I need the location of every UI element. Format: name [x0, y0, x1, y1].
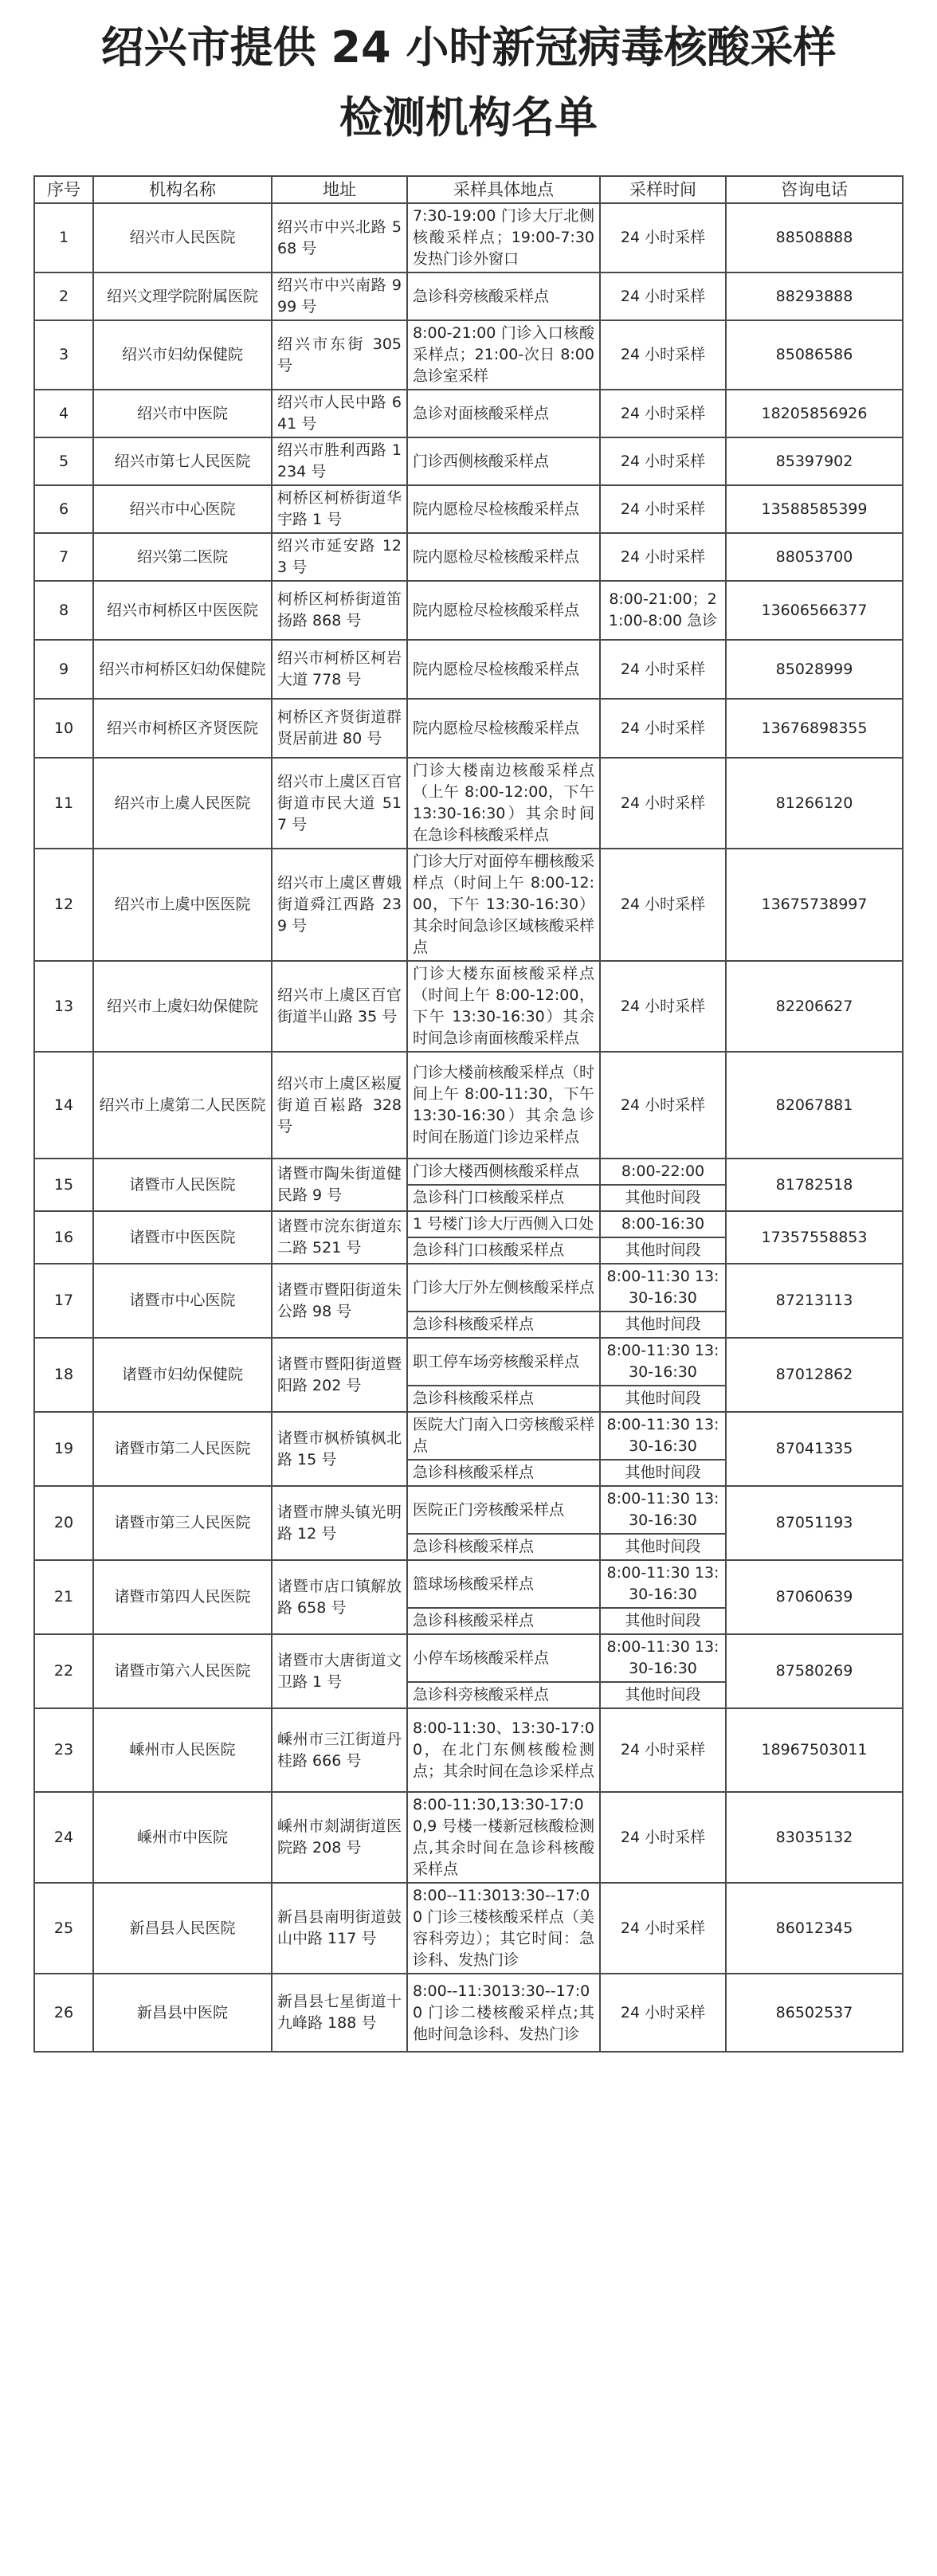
address: 绍兴市人民中路 641 号 [272, 390, 407, 437]
institution-name: 诸暨市妇幼保健院 [93, 1338, 272, 1412]
sampling-site: 急诊科门口核酸采样点 [407, 1185, 600, 1211]
institution-name: 诸暨市人民医院 [93, 1159, 272, 1211]
phone: 85397902 [726, 437, 903, 485]
sampling-time: 24 小时采样 [600, 1883, 726, 1974]
sampling-time: 24 小时采样 [600, 320, 726, 390]
header-name: 机构名称 [93, 176, 272, 203]
institution-name: 绍兴市上虞第二人民医院 [93, 1052, 272, 1159]
sampling-site: 8:00--11:3013:30--17:00 门诊三楼核酸采样点（美容科旁边）；其它时间：急诊科、发热门诊 [407, 1883, 600, 1974]
institution-name: 嵊州市人民医院 [93, 1708, 272, 1792]
sampling-time: 8:00-22:00 [600, 1159, 726, 1185]
sampling-site: 职工停车场旁核酸采样点 [407, 1338, 600, 1386]
sampling-site: 院内愿检尽检核酸采样点 [407, 699, 600, 758]
table-row [34, 1338, 903, 1386]
row-number: 15 [34, 1159, 93, 1211]
header-address: 地址 [272, 176, 407, 203]
row-number: 2 [34, 272, 93, 320]
institution-name: 绍兴第二医院 [93, 533, 272, 581]
sampling-time: 24 小时采样 [600, 390, 726, 437]
institution-name: 绍兴市柯桥区中医医院 [93, 581, 272, 640]
table-row [34, 1412, 903, 1460]
sampling-time: 24 小时采样 [600, 437, 726, 485]
institution-name: 诸暨市第二人民医院 [93, 1412, 272, 1486]
institution-name: 绍兴文理学院附属医院 [93, 272, 272, 320]
phone: 18967503011 [726, 1708, 903, 1792]
sampling-time: 24 小时采样 [600, 272, 726, 320]
phone: 13675738997 [726, 849, 903, 961]
row-number: 24 [34, 1792, 93, 1883]
table-row [34, 1560, 903, 1608]
row-number: 3 [34, 320, 93, 390]
sampling-time: 其他时间段 [600, 1682, 726, 1708]
header-no: 序号 [34, 176, 93, 203]
table-row [34, 1211, 903, 1237]
table-row [34, 1974, 903, 2052]
sampling-time: 8:00-11:30 13:30-16:30 [600, 1264, 726, 1312]
sampling-time: 其他时间段 [600, 1237, 726, 1264]
row-number: 10 [34, 699, 93, 758]
table-row [34, 961, 903, 1052]
sampling-time: 24 小时采样 [600, 1708, 726, 1792]
row-number: 4 [34, 390, 93, 437]
address: 嵊州市三江街道丹桂路 666 号 [272, 1708, 407, 1792]
table-row [34, 203, 903, 272]
address: 绍兴市中兴北路 568 号 [272, 203, 407, 272]
sampling-time: 8:00-16:30 [600, 1211, 726, 1237]
sampling-site: 7:30-19:00 门诊大厅北侧核酸采样点；19:00-7:30 发热门诊外窗口 [407, 203, 600, 272]
sampling-time: 其他时间段 [600, 1312, 726, 1338]
sampling-site: 门诊大厅对面停车棚核酸采样点（时间上午 8:00-12:00，下午 13:30-16:30）其余时间急诊区域核酸采样点 [407, 849, 600, 961]
address: 柯桥区柯桥街道华宇路 1 号 [272, 485, 407, 533]
table-row [34, 437, 903, 485]
institution-name: 嵊州市中医院 [93, 1792, 272, 1883]
sampling-time: 8:00-11:30 13:30-16:30 [600, 1560, 726, 1608]
address: 嵊州市剡湖街道医院路 208 号 [272, 1792, 407, 1883]
sampling-site: 急诊科核酸采样点 [407, 1386, 600, 1412]
sampling-site: 门诊大楼东面核酸采样点（时间上午 8:00-12:00，下午 13:30-16:30）其余时间急诊南面核酸采样点 [407, 961, 600, 1052]
sampling-site: 医院正门旁核酸采样点 [407, 1486, 600, 1534]
phone: 86502537 [726, 1974, 903, 2052]
table-row [34, 1159, 903, 1185]
table-row [34, 1634, 903, 1682]
phone: 82067881 [726, 1052, 903, 1159]
sampling-site: 8:00-11:30、13:30-17:00，在北门东侧核酸检测点；其余时间在急诊采样点 [407, 1708, 600, 1792]
address: 诸暨市暨阳街道朱公路 98 号 [272, 1264, 407, 1338]
table-row [34, 640, 903, 699]
institution-name: 绍兴市上虞人民医院 [93, 758, 272, 849]
institution-name: 诸暨市中医医院 [93, 1211, 272, 1264]
sampling-site: 门诊大楼前核酸采样点（时间上午 8:00-11:30，下午 13:30-16:30）其余急诊时间在肠道门诊边采样点 [407, 1052, 600, 1159]
address: 诸暨市浣东街道东二路 521 号 [272, 1211, 407, 1264]
sampling-time: 24 小时采样 [600, 758, 726, 849]
row-number: 8 [34, 581, 93, 640]
address: 绍兴市上虞区崧厦街道百崧路 328 号 [272, 1052, 407, 1159]
sampling-time: 8:00-11:30 13:30-16:30 [600, 1338, 726, 1386]
phone: 85086586 [726, 320, 903, 390]
phone: 82206627 [726, 961, 903, 1052]
row-number: 21 [34, 1560, 93, 1634]
phone: 87580269 [726, 1634, 903, 1708]
row-number: 12 [34, 849, 93, 961]
row-number: 22 [34, 1634, 93, 1708]
sampling-time: 8:00-11:30 13:30-16:30 [600, 1412, 726, 1460]
institution-name: 绍兴市人民医院 [93, 203, 272, 272]
institution-name: 新昌县中医院 [93, 1974, 272, 2052]
address: 绍兴市柯桥区柯岩大道 778 号 [272, 640, 407, 699]
header-time: 采样时间 [600, 176, 726, 203]
row-number: 5 [34, 437, 93, 485]
address: 绍兴市胜利西路 1234 号 [272, 437, 407, 485]
sampling-time: 其他时间段 [600, 1460, 726, 1486]
institution-name: 新昌县人民医院 [93, 1883, 272, 1974]
table-row [34, 1883, 903, 1974]
sampling-site: 篮球场核酸采样点 [407, 1560, 600, 1608]
phone: 85028999 [726, 640, 903, 699]
institution-name: 诸暨市第六人民医院 [93, 1634, 272, 1708]
sampling-site: 急诊对面核酸采样点 [407, 390, 600, 437]
address: 诸暨市暨阳街道暨阳路 202 号 [272, 1338, 407, 1412]
phone: 87060639 [726, 1560, 903, 1634]
institution-name: 诸暨市中心医院 [93, 1264, 272, 1338]
address: 绍兴市上虞区百官街道半山路 35 号 [272, 961, 407, 1052]
address: 绍兴市上虞区百官街道市民大道 517 号 [272, 758, 407, 849]
sampling-site: 医院大门南入口旁核酸采样点 [407, 1412, 600, 1460]
header-phone: 咨询电话 [726, 176, 903, 203]
sampling-time: 24 小时采样 [600, 1792, 726, 1883]
row-number: 14 [34, 1052, 93, 1159]
phone: 88053700 [726, 533, 903, 581]
institution-name: 诸暨市第三人民医院 [93, 1486, 272, 1560]
table-row [34, 1486, 903, 1534]
title-line-1: 绍兴市提供 24 小时新冠病毒核酸采样 [100, 22, 837, 73]
table-row [34, 320, 903, 390]
sampling-site: 急诊科门口核酸采样点 [407, 1237, 600, 1264]
sampling-site: 门诊大楼南边核酸采样点（上午 8:00-12:00，下午 13:30-16:30）其余时间在急诊科核酸采样点 [407, 758, 600, 849]
institution-table [33, 175, 904, 2053]
sampling-time: 24 小时采样 [600, 961, 726, 1052]
table-row [34, 1792, 903, 1883]
sampling-site: 急诊科核酸采样点 [407, 1608, 600, 1634]
institution-name: 绍兴市中医院 [93, 390, 272, 437]
sampling-time: 其他时间段 [600, 1534, 726, 1560]
row-number: 7 [34, 533, 93, 581]
sampling-site: 门诊大楼西侧核酸采样点 [407, 1159, 600, 1185]
sampling-site: 院内愿检尽检核酸采样点 [407, 485, 600, 533]
row-number: 20 [34, 1486, 93, 1560]
table-row [34, 699, 903, 758]
institution-name: 绍兴市上虞妇幼保健院 [93, 961, 272, 1052]
sampling-site: 8:00--11:3013:30--17:00 门诊二楼核酸采样点;其他时间急诊科、发热门诊 [407, 1974, 600, 2052]
address: 绍兴市延安路 123 号 [272, 533, 407, 581]
sampling-time: 8:00-21:00；21:00-8:00 急诊 [600, 581, 726, 640]
table-row [34, 390, 903, 437]
phone: 13606566377 [726, 581, 903, 640]
phone: 88293888 [726, 272, 903, 320]
table-row [34, 533, 903, 581]
table-body [34, 203, 903, 2052]
institution-name: 诸暨市第四人民医院 [93, 1560, 272, 1634]
sampling-time: 24 小时采样 [600, 1974, 726, 2052]
phone: 17357558853 [726, 1211, 903, 1264]
sampling-site: 门诊西侧核酸采样点 [407, 437, 600, 485]
page-title [0, 0, 937, 153]
row-number: 9 [34, 640, 93, 699]
sampling-site: 急诊科核酸采样点 [407, 1460, 600, 1486]
sampling-time: 其他时间段 [600, 1386, 726, 1412]
institution-name: 绍兴市中心医院 [93, 485, 272, 533]
address: 诸暨市店口镇解放路 658 号 [272, 1560, 407, 1634]
row-number: 11 [34, 758, 93, 849]
row-number: 19 [34, 1412, 93, 1486]
phone: 13588585399 [726, 485, 903, 533]
row-number: 13 [34, 961, 93, 1052]
row-number: 17 [34, 1264, 93, 1338]
address: 绍兴市东街 305 号 [272, 320, 407, 390]
address: 绍兴市上虞区曹娥街道舜江西路 239 号 [272, 849, 407, 961]
phone: 86012345 [726, 1883, 903, 1974]
table-row [34, 849, 903, 961]
sampling-time: 其他时间段 [600, 1608, 726, 1634]
sampling-time: 24 小时采样 [600, 1052, 726, 1159]
institution-name: 绍兴市柯桥区齐贤医院 [93, 699, 272, 758]
sampling-site: 急诊科核酸采样点 [407, 1534, 600, 1560]
sampling-site: 小停车场核酸采样点 [407, 1634, 600, 1682]
sampling-time: 24 小时采样 [600, 699, 726, 758]
sampling-site: 8:00-21:00 门诊入口核酸采样点；21:00-次日 8:00 急诊室采样 [407, 320, 600, 390]
table-row [34, 485, 903, 533]
sampling-site: 8:00-11:30,13:30-17:00,9 号楼一楼新冠核酸检测点,其余时间在急诊科核酸采样点 [407, 1792, 600, 1883]
address: 新昌县七星街道十九峰路 188 号 [272, 1974, 407, 2052]
row-number: 1 [34, 203, 93, 272]
row-number: 25 [34, 1883, 93, 1974]
row-number: 26 [34, 1974, 93, 2052]
phone: 81782518 [726, 1159, 903, 1211]
address: 柯桥区柯桥街道笛扬路 868 号 [272, 581, 407, 640]
sampling-site: 急诊科旁核酸采样点 [407, 1682, 600, 1708]
row-number: 16 [34, 1211, 93, 1264]
address: 柯桥区齐贤街道群贤居前进 80 号 [272, 699, 407, 758]
phone: 87213113 [726, 1264, 903, 1338]
phone: 18205856926 [726, 390, 903, 437]
row-number: 23 [34, 1708, 93, 1792]
table-row [34, 272, 903, 320]
phone: 88508888 [726, 203, 903, 272]
sampling-site: 门诊大厅外左侧核酸采样点 [407, 1264, 600, 1312]
institution-name: 绍兴市妇幼保健院 [93, 320, 272, 390]
institution-name: 绍兴市柯桥区妇幼保健院 [93, 640, 272, 699]
phone: 81266120 [726, 758, 903, 849]
sampling-site: 急诊科旁核酸采样点 [407, 272, 600, 320]
address: 诸暨市大唐街道文卫路 1 号 [272, 1634, 407, 1708]
sampling-time: 其他时间段 [600, 1185, 726, 1211]
header-site: 采样具体地点 [407, 176, 600, 203]
sampling-site: 院内愿检尽检核酸采样点 [407, 581, 600, 640]
address: 绍兴市中兴南路 999 号 [272, 272, 407, 320]
institution-name: 绍兴市第七人民医院 [93, 437, 272, 485]
sampling-time: 24 小时采样 [600, 533, 726, 581]
sampling-site: 院内愿检尽检核酸采样点 [407, 640, 600, 699]
sampling-time: 24 小时采样 [600, 485, 726, 533]
sampling-time: 8:00-11:30 13:30-16:30 [600, 1486, 726, 1534]
address: 诸暨市枫桥镇枫北路 15 号 [272, 1412, 407, 1486]
table-row [34, 1052, 903, 1159]
sampling-time: 24 小时采样 [600, 849, 726, 961]
table-row [34, 1708, 903, 1792]
phone: 83035132 [726, 1792, 903, 1883]
sampling-time: 24 小时采样 [600, 640, 726, 699]
address: 新昌县南明街道鼓山中路 117 号 [272, 1883, 407, 1974]
phone: 87012862 [726, 1338, 903, 1412]
title-line-2: 检测机构名单 [339, 92, 598, 143]
phone: 13676898355 [726, 699, 903, 758]
address: 诸暨市陶朱街道健民路 9 号 [272, 1159, 407, 1211]
row-number: 6 [34, 485, 93, 533]
sampling-site: 1 号楼门诊大厅西侧入口处 [407, 1211, 600, 1237]
sampling-time: 24 小时采样 [600, 203, 726, 272]
sampling-site: 急诊科核酸采样点 [407, 1312, 600, 1338]
sampling-site: 院内愿检尽检核酸采样点 [407, 533, 600, 581]
table-row [34, 1264, 903, 1312]
sampling-time: 8:00-11:30 13:30-16:30 [600, 1634, 726, 1682]
table-row [34, 581, 903, 640]
header-row [34, 176, 903, 203]
address: 诸暨市牌头镇光明路 12 号 [272, 1486, 407, 1560]
phone: 87051193 [726, 1486, 903, 1560]
table-row [34, 758, 903, 849]
row-number: 18 [34, 1338, 93, 1412]
phone: 87041335 [726, 1412, 903, 1486]
institution-name: 绍兴市上虞中医医院 [93, 849, 272, 961]
